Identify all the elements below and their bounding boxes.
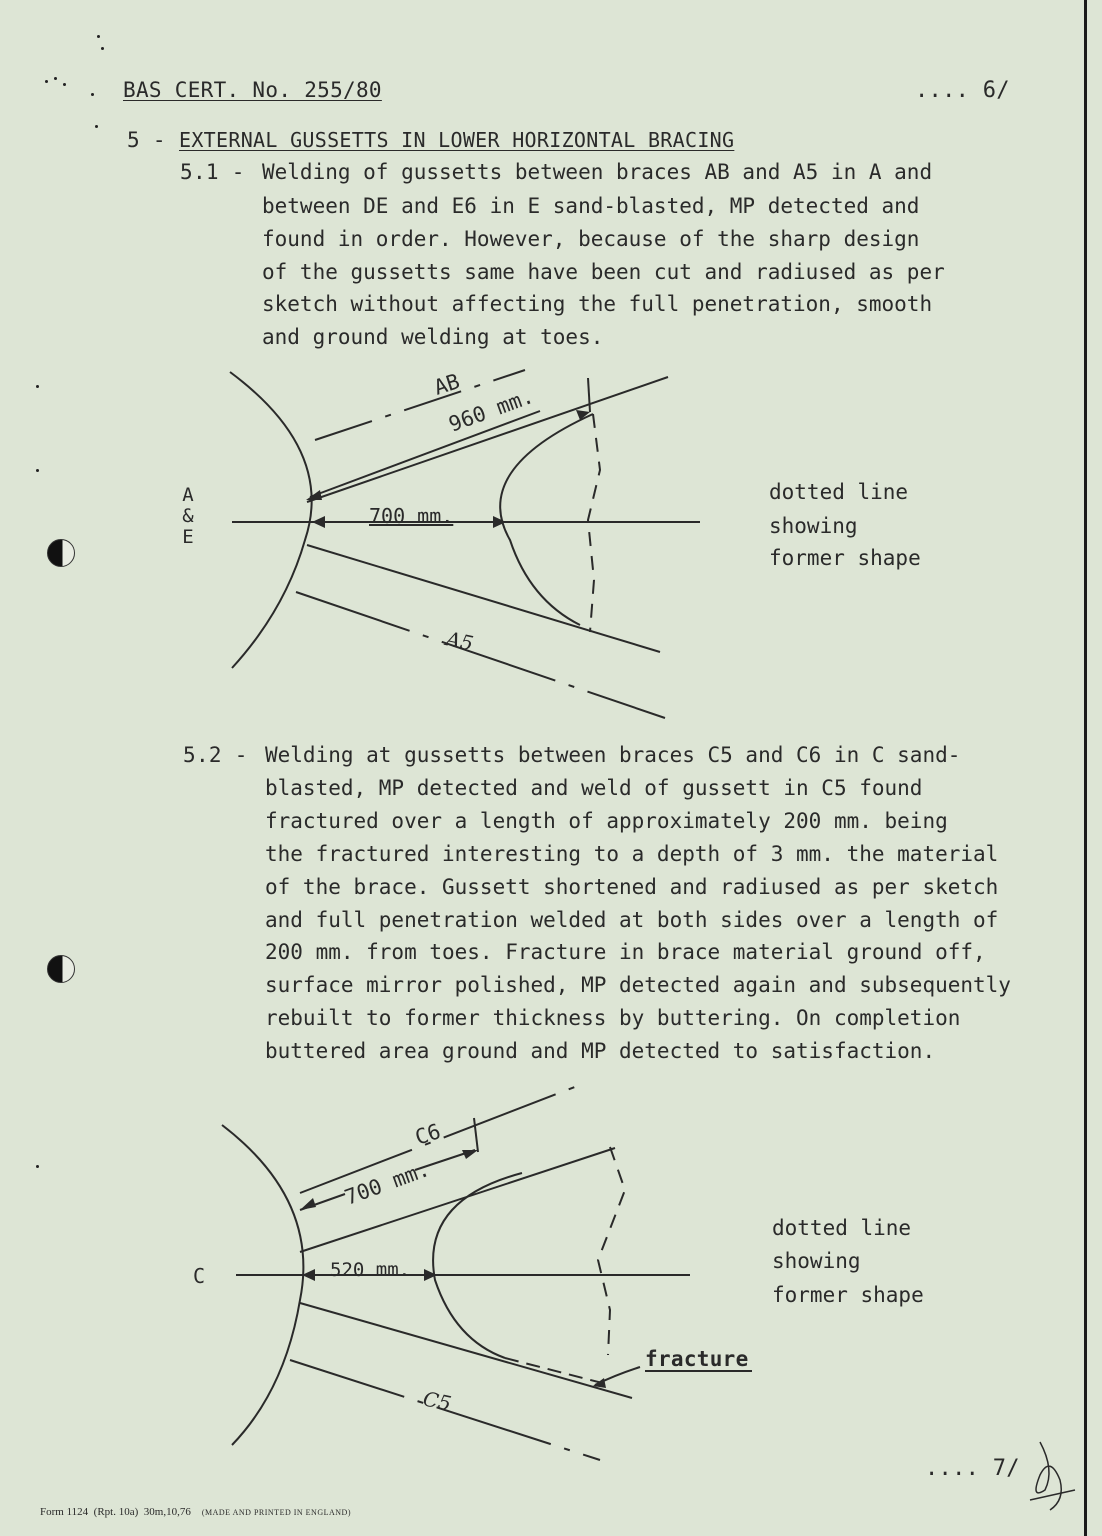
certificate-number: BAS CERT. No. 255/80 <box>123 78 382 102</box>
paragraph-line: Welding at gussetts between braces C5 and C6 in C sand- <box>265 743 961 767</box>
paragraph-line: and ground welding at toes. <box>262 325 604 349</box>
paragraph-line: of the gussetts same have been cut and radiused as per <box>262 260 945 284</box>
paragraph-line: fractured over a length of approximately 200 mm. being <box>265 809 948 833</box>
paragraph-line: the fractured interesting to a depth of 3 mm. the material <box>265 842 999 866</box>
paragraph-line: surface mirror polished, MP detected again and subsequently <box>265 973 1011 997</box>
dim-520: 520 mm. <box>330 1259 411 1281</box>
item-number: 5.2 - <box>183 743 248 767</box>
paragraph-line: Welding of gussetts between braces AB and A5 in A and <box>262 160 933 184</box>
node-label-a: A <box>182 484 194 506</box>
sketch-note-line: showing <box>769 514 858 538</box>
label-c5: C5 <box>420 1386 454 1416</box>
dim-960: 960 mm. <box>445 383 537 437</box>
next-page-reference: .... 7/ <box>925 1456 1020 1481</box>
sketch-note-line: showing <box>772 1249 861 1273</box>
sketch-note-line: dotted line <box>769 480 909 504</box>
sketch-note-line: dotted line <box>772 1216 912 1240</box>
paragraph-line: blasted, MP detected and weld of gussett in C5 found <box>265 776 923 800</box>
page-reference: .... 6/ <box>915 78 1010 103</box>
paragraph-line: rebuilt to former thickness by buttering. On completion <box>265 1006 961 1030</box>
paragraph-line: 200 mm. from toes. Fracture in brace material ground off, <box>265 940 986 964</box>
dim-700: 700 mm. <box>341 1156 433 1210</box>
paragraph-line: between DE and E6 in E sand-blasted, MP detected and <box>262 194 920 218</box>
paragraph-line: of the brace. Gussett shortened and radiused as per sketch <box>265 875 999 899</box>
node-label-c: C <box>193 1264 206 1288</box>
label-c6: C6 <box>412 1119 444 1150</box>
node-label-amp: & <box>182 505 194 527</box>
paragraph-line: and full penetration welded at both sides over a length of <box>265 908 999 932</box>
item-number: 5.1 - <box>180 160 245 184</box>
paragraph-line: sketch without affecting the full penetration, smooth <box>262 292 933 316</box>
label-a5: A5 <box>443 626 476 656</box>
sketch-note-line: former shape <box>769 546 921 570</box>
node-label-e: E <box>182 526 194 548</box>
form-footer <box>40 1506 351 1518</box>
sketch-note-line: former shape <box>772 1283 924 1307</box>
section-heading: EXTERNAL GUSSETTS IN LOWER HORIZONTAL BRACING <box>179 128 735 152</box>
printed-note: (MADE AND PRINTED IN ENGLAND) <box>201 1508 351 1517</box>
section-number: 5 - <box>127 128 166 152</box>
fracture-label: fracture <box>645 1347 749 1371</box>
form-number: Form 1124 (Rpt. 10a) 30m,10,76 <box>40 1506 191 1518</box>
paragraph-line: buttered area ground and MP detected to satisfaction. <box>265 1039 936 1063</box>
dim-700: 700 mm. <box>369 504 454 528</box>
label-ab: AB <box>431 369 463 400</box>
paragraph-line: found in order. However, because of the sharp design <box>262 227 920 251</box>
